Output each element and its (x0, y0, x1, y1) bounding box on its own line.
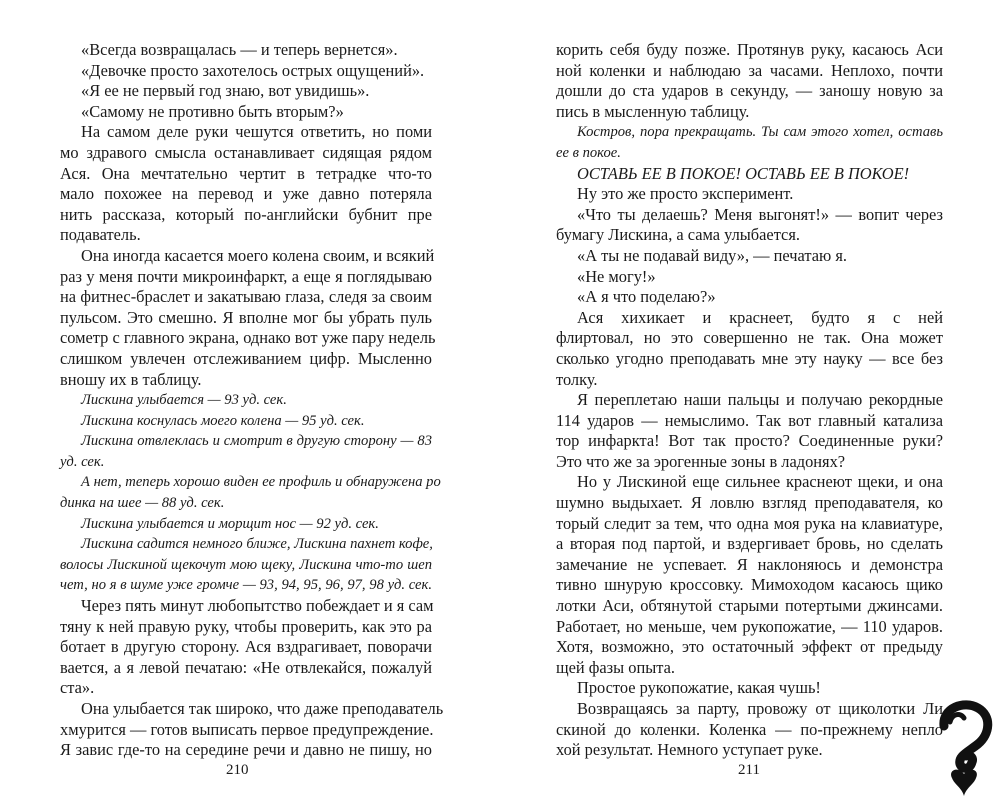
text-line: Я завис где-то на середине речи и давно не пишу, но (60, 740, 432, 760)
text-line: сометр с главного экрана, однако вот уже пару недель (60, 328, 436, 348)
text-line: ботает в другую сторону. Ася вздрагивает, поворачи (60, 637, 432, 657)
text-line: «Девочке просто захотелось острых ощущений». (81, 60, 425, 80)
text-line: флиртовал, но это совершенно не так. Она может (556, 328, 943, 348)
text-line: подаватель. (60, 225, 141, 245)
text-line: Лискина улыбается — 93 уд. сек. (81, 392, 287, 409)
text-line: мало похожее на перевод и уже давно потеряла (60, 184, 432, 204)
text-line: Она улыбается так широко, что даже преподаватель (81, 699, 444, 718)
text-line: Лискина улыбается и морщит нос — 92 уд. сек. (81, 515, 379, 532)
text-line: чет, но я в шуме уже громче — 93, 94, 95, 96, 97, 98 уд. сек. (60, 577, 432, 594)
text-line: Костров, пора прекращать. Ты сам этого хотел, оставь (577, 124, 943, 141)
text-line: динка на шее — 88 уд. сек. (60, 495, 225, 512)
text-line: слишком увлечен отслеживанием цифр. Мысленно (60, 348, 432, 368)
text-line: тяну к ней правую руку, чтобы проверить, как это ра (60, 616, 432, 636)
text-line: А нет, теперь хорошо виден ее профиль и обнаружена ро (81, 474, 441, 491)
text-line: шумно выдыхает. Я ловлю взгляд преподавателя, ко (556, 493, 943, 513)
text-line: Ася хихикает и краснеет, будто я с ней (577, 307, 943, 327)
text-line: Ася. Она мечтательно чертит в тетрадке что-то (60, 163, 432, 183)
page-number-left: 210 (226, 762, 249, 778)
text-line: «Что ты делаешь? Меня выгонят!» — вопит через (577, 204, 943, 224)
text-line: Лискина садится немного ближе, Лискина пахнет кофе, (81, 536, 433, 553)
text-line: ста». (60, 678, 95, 698)
text-line: волосы Лискиной щекочут мою щеку, Лискина что-то шеп (60, 556, 432, 573)
text-line: вается, а я левой печатаю: «Не отвлекайся, пожалуй (60, 657, 432, 677)
text-line: на фитнес-браслет и закатываю глаза, следя за своим (60, 287, 432, 307)
text-line: 114 ударов — немыслимо. Так вот главный катализа (556, 410, 943, 430)
question-heart-ornament-icon (934, 700, 996, 796)
text-line: Через пять минут любопытство побеждает и я сам (81, 596, 434, 616)
text-line: Но у Лискиной еще сильнее краснеют щеки, и она (577, 472, 943, 492)
text-line: Простое рукопожатие, какая чушь! (577, 678, 821, 698)
text-line: пись в мысленную таблицу. (556, 101, 750, 121)
text-line: Лискина отвлеклась и смотрит в другую сторону — 83 (81, 433, 432, 450)
text-line: Ну это же просто эксперимент. (577, 184, 794, 204)
text-line: тор инфаркта! Вот так просто? Соединенные руки? (556, 431, 943, 451)
text-line: Я переплетаю наши пальцы и получаю рекордные (577, 390, 943, 410)
text-line: щей фазы опыта. (556, 657, 675, 677)
text-line: корить себя буду позже. Протянув руку, касаюсь Аси (556, 40, 943, 59)
text-line: а вторая под партой, и вздергивает бровь, но сделать (556, 534, 943, 554)
text-line: тивно шнурую кроссовку. Мимоходом касаюсь щико (556, 575, 943, 595)
right-page (556, 40, 943, 760)
text-line: Лискина коснулась моего колена — 95 уд. сек. (81, 412, 365, 429)
text-line: дошли до ста ударов в секунду, — заношу новую за (556, 81, 943, 101)
text-line: «Всегда возвращалась — и теперь вернется». (81, 40, 398, 59)
text-line: пульсом. Это смешно. Я вполне мог бы убрать пуль (60, 307, 432, 327)
text-line: вношу их в таблицу. (60, 369, 202, 389)
text-line: ОСТАВЬ ЕЕ В ПОКОЕ! ОСТАВЬ ЕЕ В ПОКОЕ! (577, 163, 910, 183)
text-line: ее в покое. (556, 144, 621, 161)
text-line: уд. сек. (60, 453, 105, 470)
text-line: ной коленки и наблюдаю за часами. Неплохо, почти (556, 60, 943, 80)
text-line: «Самому не противно быть вторым?» (81, 101, 344, 121)
text-line: «Я ее не первый год знаю, вот увидишь». (81, 81, 370, 101)
text-line: Хотя, возможно, это остаточный эффект от предыду (556, 637, 943, 657)
text-line: раз у меня почти микроинфаркт, а еще я поглядываю (60, 266, 432, 286)
left-page (60, 40, 444, 760)
text-line: хмурится — готов выписать первое предупреждение. (60, 719, 434, 739)
text-line: На самом деле руки чешутся ответить, но поми (81, 122, 432, 142)
text-line: толку. (556, 369, 598, 389)
text-line: «А я что поделаю?» (577, 287, 716, 307)
text-line: нить рассказа, который по-английски бубнит пре (60, 204, 432, 224)
page-number-right: 211 (738, 762, 760, 778)
text-line: «Не могу!» (577, 266, 656, 286)
text-line: мо здравого смысла останавливает сидящая рядом (60, 142, 432, 162)
text-line: скиной до коленки. Коленка — по-прежнему непло (556, 719, 943, 739)
text-line: сколько угодно преподавать мне эту науку — все без (556, 348, 943, 368)
text-line: Это что же за эрогенные зоны в ладонях? (556, 451, 846, 471)
text-line: Работает, но меньше, чем рукопожатие, — 110 ударов. (556, 616, 943, 636)
text-line: торый следит за тем, что одна моя рука на клавиатуре, (556, 513, 943, 533)
text-line: Возвращаясь за парту, провожу от щиколотки Ли (577, 699, 943, 718)
text-line: замечание не успевает. Я наклоняюсь и демонстра (556, 554, 943, 574)
text-line: Она иногда касается моего колена своим, и всякий (81, 245, 435, 265)
text-line: бумагу Лискина, а сама улыбается. (556, 225, 800, 245)
text-line: лотки Аси, обтянутой старыми потертыми джинсами. (556, 596, 943, 616)
text-line: хой результат. Немного уступает руке. (556, 740, 823, 760)
text-line: «А ты не подавай виду», — печатаю я. (577, 245, 848, 265)
